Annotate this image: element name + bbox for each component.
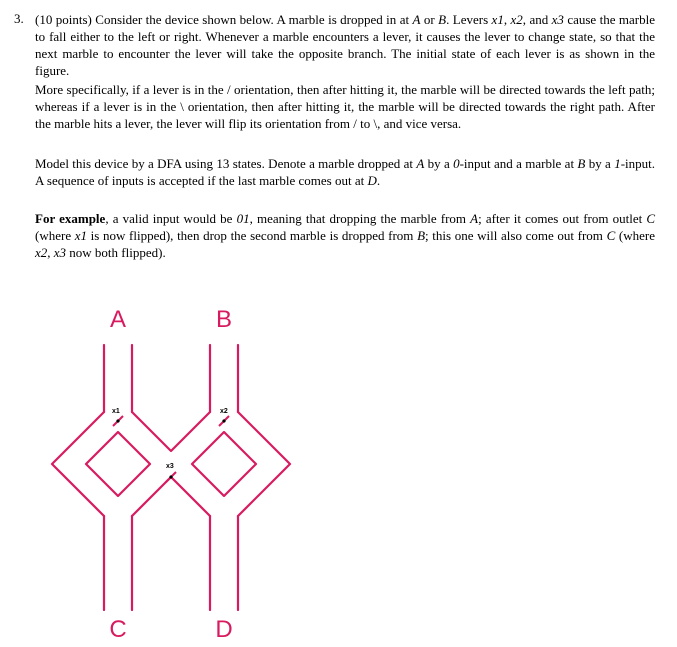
problem-intro-paragraph: (10 points) Consider the device shown below. A marble is dropped in at A or B. Levers x1, x2, and x3 cause the marble to fall either to the left or right. Whenever a marble encounters a lever, it causes the lever to change state, so that the next marble to encounter the lever will take the opposite branch. The initial state of each lever is as shown in the figure.: [35, 12, 656, 78]
left-outer-channel-upper: [52, 412, 104, 516]
lever-x3-pivot: [169, 475, 172, 478]
lever-x1-pivot: [116, 419, 119, 422]
lower-middle-channel: [132, 477, 210, 516]
dfa-model-paragraph: Model this device by a DFA using 13 states. Denote a marble dropped at A by a 0-input and a marble at B by a 1-input. A sequence of inputs is accepted if the last marble comes out at D.: [35, 156, 655, 188]
example-paragraph: For example, a valid input would be 01, meaning that dropping the marble from A; after it comes out from outlet C (where x1 is now flipped), then drop the second marble is dropped from B; this one will also come out from C (where x2, x3 now both flipped).: [35, 211, 655, 260]
inlet-b-label: B: [215, 306, 233, 333]
problem-number: 3.: [14, 11, 24, 26]
lever-x2-pivot: [222, 419, 225, 422]
lever-x1-label: x1: [112, 408, 120, 415]
inlet-a-label: A: [109, 306, 127, 333]
lever-x2-label: x2: [220, 408, 228, 415]
right-outer-channel: [238, 412, 290, 516]
outlet-c-label: C: [109, 616, 127, 643]
lever-x3-label: x3: [166, 463, 174, 470]
lever-orientation-paragraph: More specifically, if a lever is in the / orientation, then after hitting it, the marble will be directed towards the left path; whereas if a lever is in the \ orientation, then after hitting it, the marble will be directed towards the right path. After the marble hits a lever, the lever will flip its orientation from / to \, and vice versa.: [35, 82, 655, 131]
right-island: [192, 432, 256, 496]
left-outer-channel-mid: [132, 412, 210, 451]
lever-x1: [112, 408, 123, 426]
left-island: [86, 432, 150, 496]
lever-x2: [219, 408, 229, 426]
outlet-d-label: D: [215, 616, 233, 643]
